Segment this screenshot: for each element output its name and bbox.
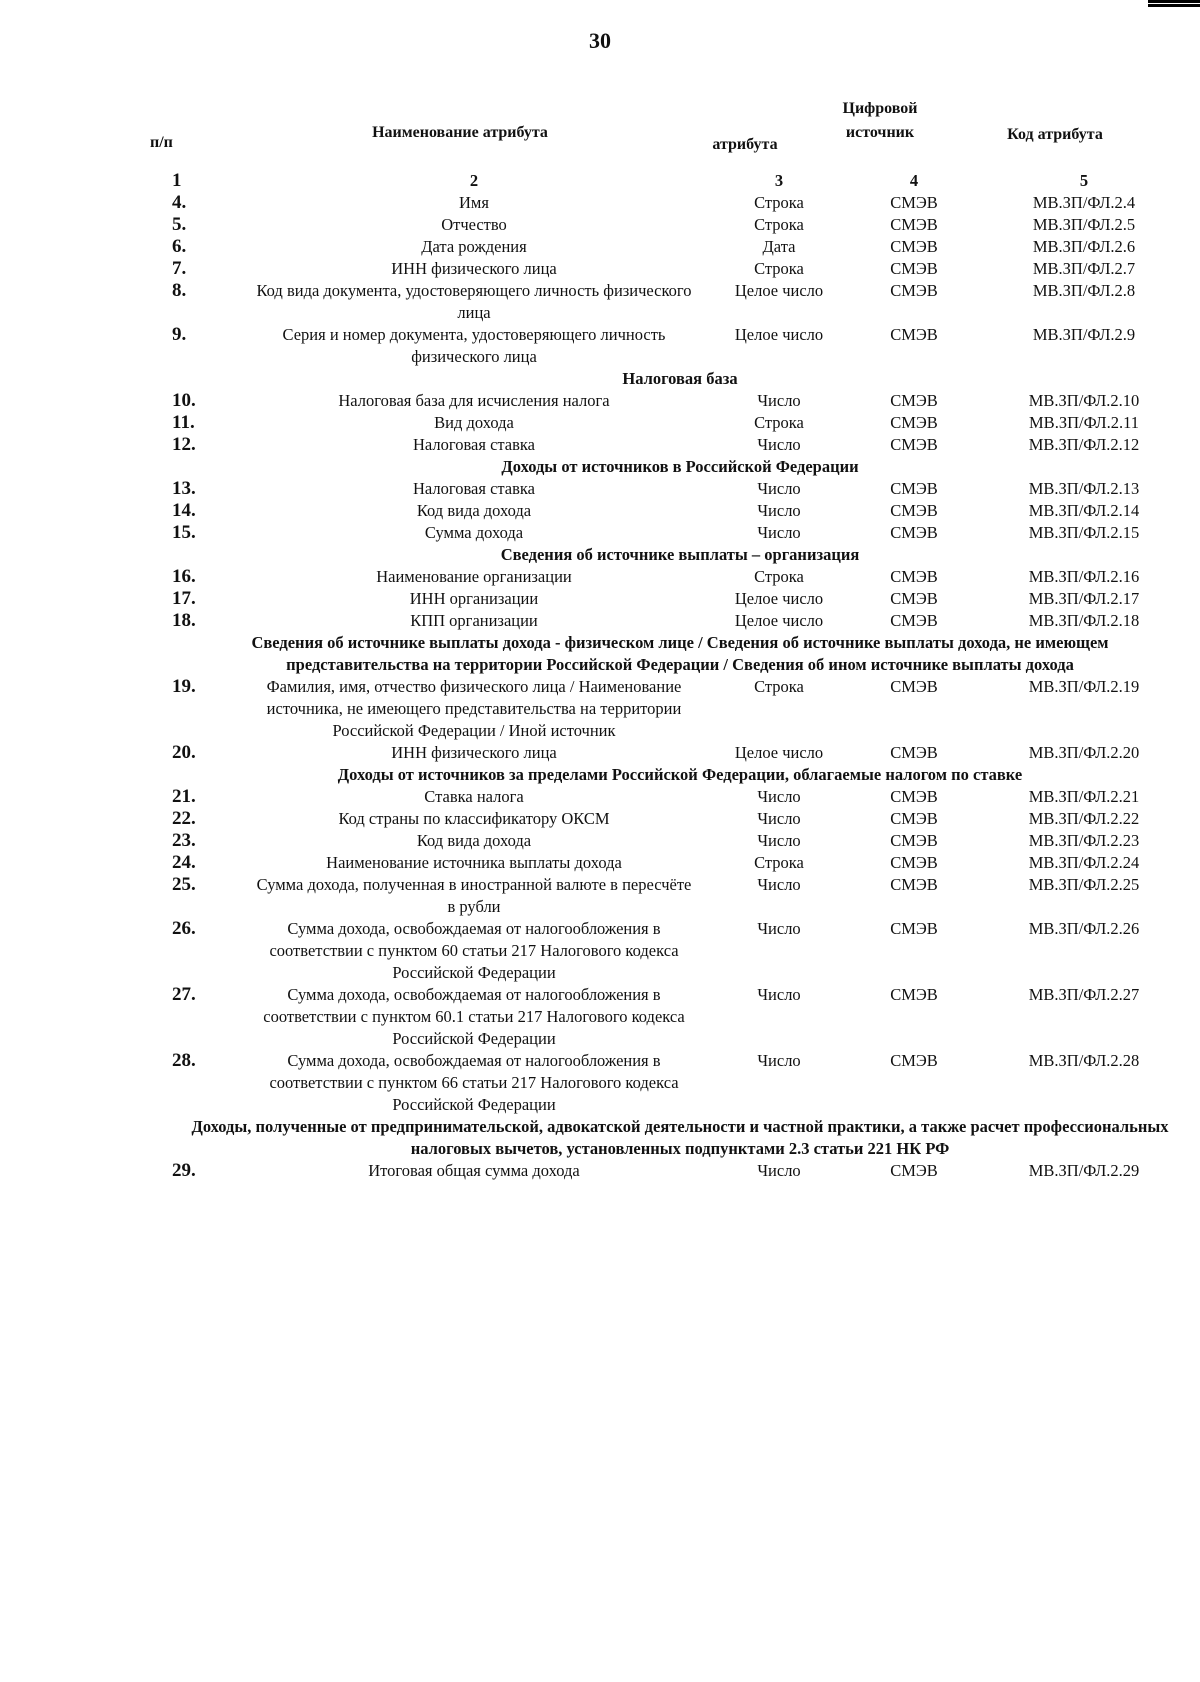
attribute-name: Сумма дохода, полученная в иностранной валюте в пересчёте в рубли	[256, 875, 692, 916]
table-row	[0, 830, 1200, 852]
section-heading: Налоговая база	[622, 369, 738, 388]
attribute-type: Строка	[754, 853, 804, 872]
colnum-5: 5	[1079, 171, 1089, 190]
attribute-type: Строка	[754, 677, 804, 696]
table-row	[0, 918, 1200, 984]
attribute-type: Целое число	[734, 611, 824, 630]
attribute-source: СМЭВ	[890, 567, 938, 586]
attribute-name: Ставка налога	[424, 787, 524, 806]
attribute-code: МВ.ЗП/ФЛ.2.5	[1032, 215, 1136, 234]
attribute-type: Строка	[754, 567, 804, 586]
section-heading: Доходы, полученные от предпринимательской, адвокатской деятельности и частной практики, а также расчет профессиональных налоговых вычетов, установленных подпунктами 2.3 статьи 221 НК РФ	[191, 1117, 1169, 1158]
attribute-type: Число	[757, 1161, 801, 1180]
row-number: 14.	[172, 500, 196, 521]
row-number: 5.	[172, 214, 187, 235]
attribute-source: СМЭВ	[890, 193, 938, 212]
attribute-source: СМЭВ	[890, 435, 938, 454]
attribute-code: МВ.ЗП/ФЛ.2.15	[1028, 523, 1140, 542]
row-number: 28.	[172, 1050, 196, 1071]
row-number: 12.	[172, 434, 196, 455]
table-row	[0, 808, 1200, 830]
section-heading: Сведения об источнике выплаты – организация	[500, 545, 860, 564]
attribute-code: МВ.ЗП/ФЛ.2.16	[1028, 567, 1140, 586]
attribute-name: ИНН физического лица	[391, 259, 557, 278]
table-row	[0, 588, 1200, 610]
row-number: 9.	[172, 324, 187, 345]
attribute-code: МВ.ЗП/ФЛ.2.13	[1028, 479, 1140, 498]
attribute-name: Наименование источника выплаты дохода	[326, 853, 622, 872]
attribute-source: СМЭВ	[890, 501, 938, 520]
attribute-source: СМЭВ	[890, 787, 938, 806]
attribute-type: Число	[757, 1051, 801, 1070]
row-number: 19.	[172, 676, 196, 697]
attribute-type: Число	[757, 479, 801, 498]
attribute-name: КПП организации	[410, 611, 538, 630]
attribute-code: МВ.ЗП/ФЛ.2.21	[1028, 787, 1140, 806]
table-row	[0, 478, 1200, 500]
colnum-1: 1	[172, 170, 182, 191]
table-row	[0, 192, 1200, 214]
attribute-name: Код вида дохода	[416, 831, 532, 850]
table-row	[0, 676, 1200, 742]
row-number: 23.	[172, 830, 196, 851]
attribute-code: МВ.ЗП/ФЛ.2.14	[1028, 501, 1140, 520]
attribute-type: Строка	[754, 215, 804, 234]
header-code: Код атрибута	[1007, 126, 1103, 143]
attribute-code: МВ.ЗП/ФЛ.2.25	[1028, 875, 1140, 894]
colnum-3: 3	[774, 171, 784, 190]
attribute-name: Налоговая ставка	[412, 435, 536, 454]
attribute-source: СМЭВ	[890, 413, 938, 432]
attribute-source: СМЭВ	[890, 743, 938, 762]
attribute-code: МВ.ЗП/ФЛ.2.4	[1032, 193, 1136, 212]
attribute-name: Налоговая ставка	[412, 479, 536, 498]
row-number: 18.	[172, 610, 196, 631]
header-source: Цифровой источник	[842, 100, 918, 141]
section-heading: Сведения об источнике выплаты дохода - физическом лице / Сведения об источнике выплаты дохода, не имеющем представительства на территории Российской Федерации / Сведения об ином источнике выплаты дохода	[251, 633, 1109, 674]
table-row	[0, 874, 1200, 918]
attribute-name: Код вида дохода	[416, 501, 532, 520]
row-number: 11.	[172, 412, 195, 433]
header-name: Наименование атрибута	[372, 124, 548, 141]
attribute-type: Целое число	[734, 589, 824, 608]
attribute-table	[0, 170, 1200, 1182]
row-number: 26.	[172, 918, 196, 939]
attribute-source: СМЭВ	[890, 809, 938, 828]
attribute-type: Число	[757, 809, 801, 828]
attribute-name: Сумма дохода	[424, 523, 524, 542]
row-number: 6.	[172, 236, 187, 257]
page-number: 30	[589, 28, 611, 53]
attribute-code: МВ.ЗП/ФЛ.2.10	[1028, 391, 1140, 410]
attribute-source: СМЭВ	[890, 853, 938, 872]
attribute-code: МВ.ЗП/ФЛ.2.12	[1028, 435, 1140, 454]
attribute-name: ИНН физического лица	[391, 743, 557, 762]
table-row	[0, 1160, 1200, 1182]
table-row	[0, 324, 1200, 368]
row-number: 17.	[172, 588, 196, 609]
table-row	[0, 434, 1200, 456]
attribute-source: СМЭВ	[890, 523, 938, 542]
corner-scan-mark	[1148, 0, 1200, 7]
row-number: 13.	[172, 478, 196, 499]
row-number: 25.	[172, 874, 196, 895]
attribute-type: Целое число	[734, 325, 824, 344]
attribute-name: Итоговая общая сумма дохода	[368, 1161, 580, 1180]
row-number: 8.	[172, 280, 187, 301]
attribute-code: МВ.ЗП/ФЛ.2.27	[1028, 985, 1140, 1004]
attribute-name: Отчество	[441, 215, 507, 234]
attribute-type: Число	[757, 501, 801, 520]
row-number: 7.	[172, 258, 187, 279]
attribute-code: МВ.ЗП/ФЛ.2.9	[1032, 325, 1136, 344]
table-row	[0, 852, 1200, 874]
attribute-name: Код вида документа, удостоверяющего личность физического лица	[256, 281, 692, 322]
section-heading: Доходы от источников за пределами Российской Федерации, облагаемые налогом по ставке	[337, 765, 1023, 784]
colnum-4: 4	[909, 171, 919, 190]
table-row	[0, 214, 1200, 236]
header-num: п/п	[150, 134, 173, 151]
row-number: 22.	[172, 808, 196, 829]
attribute-name: Сумма дохода, освобождаемая от налогообложения в соответствии с пунктом 60.1 статьи 217 Налогового кодекса Российской Федерации	[263, 985, 685, 1048]
attribute-source: СМЭВ	[890, 215, 938, 234]
attribute-source: СМЭВ	[890, 325, 938, 344]
attribute-source: СМЭВ	[890, 875, 938, 894]
row-number: 4.	[172, 192, 187, 213]
attribute-code: МВ.ЗП/ФЛ.2.23	[1028, 831, 1140, 850]
attribute-code: МВ.ЗП/ФЛ.2.28	[1028, 1051, 1140, 1070]
attribute-code: МВ.ЗП/ФЛ.2.7	[1032, 259, 1136, 278]
attribute-type: Строка	[754, 193, 804, 212]
row-number: 10.	[172, 390, 196, 411]
attribute-name: Вид дохода	[434, 413, 514, 432]
row-number: 21.	[172, 786, 196, 807]
attribute-name: Налоговая база для исчисления налога	[338, 391, 610, 410]
attribute-type: Целое число	[734, 743, 824, 762]
header-type: атрибута	[712, 136, 778, 153]
attribute-type: Число	[757, 391, 801, 410]
attribute-code: МВ.ЗП/ФЛ.2.17	[1028, 589, 1140, 608]
attribute-name: Фамилия, имя, отчество физического лица / Наименование источника, не имеющего представительства на территории Российской Федерации / Иной источник	[266, 677, 682, 740]
attribute-code: МВ.ЗП/ФЛ.2.19	[1028, 677, 1140, 696]
row-number: 24.	[172, 852, 196, 873]
row-number: 16.	[172, 566, 196, 587]
attribute-type: Строка	[754, 259, 804, 278]
attribute-type: Строка	[754, 413, 804, 432]
row-number: 20.	[172, 742, 196, 763]
attribute-name: Имя	[459, 193, 489, 212]
table-row	[0, 984, 1200, 1050]
attribute-type: Число	[757, 875, 801, 894]
attribute-type: Целое число	[734, 281, 824, 300]
attribute-code: МВ.ЗП/ФЛ.2.11	[1029, 413, 1139, 432]
table-row	[0, 1050, 1200, 1116]
attribute-source: СМЭВ	[890, 677, 938, 696]
attribute-source: СМЭВ	[890, 237, 938, 256]
attribute-type: Число	[757, 919, 801, 938]
table-row	[0, 610, 1200, 632]
attribute-type: Число	[757, 831, 801, 850]
table-row	[0, 522, 1200, 544]
attribute-name: Серия и номер документа, удостоверяющего личность физического лица	[282, 325, 666, 366]
table-row	[0, 566, 1200, 588]
attribute-name: Код страны по классификатору ОКСМ	[338, 809, 610, 828]
table-row	[0, 786, 1200, 808]
attribute-source: СМЭВ	[890, 919, 938, 938]
attribute-type: Число	[757, 435, 801, 454]
attribute-name: Наименование организации	[376, 567, 572, 586]
attribute-name: Сумма дохода, освобождаемая от налогообложения в соответствии с пунктом 66 статьи 217 Налогового кодекса Российской Федерации	[269, 1051, 679, 1114]
table-row	[0, 742, 1200, 764]
column-numbers-row	[0, 170, 1200, 192]
attribute-type: Число	[757, 985, 801, 1004]
table-row	[0, 500, 1200, 522]
attribute-name: Дата рождения	[421, 237, 527, 256]
attribute-name: Сумма дохода, освобождаемая от налогообложения в соответствии с пунктом 60 статьи 217 Налогового кодекса Российской Федерации	[269, 919, 679, 982]
attribute-source: СМЭВ	[890, 259, 938, 278]
attribute-type: Число	[757, 523, 801, 542]
row-number: 29.	[172, 1160, 196, 1181]
table-row	[0, 258, 1200, 280]
table-row	[0, 390, 1200, 412]
row-number: 27.	[172, 984, 196, 1005]
row-number: 15.	[172, 522, 196, 543]
attribute-source: СМЭВ	[890, 391, 938, 410]
attribute-source: СМЭВ	[890, 479, 938, 498]
colnum-2: 2	[469, 171, 479, 190]
attribute-source: СМЭВ	[890, 589, 938, 608]
attribute-type: Число	[757, 787, 801, 806]
attribute-code: МВ.ЗП/ФЛ.2.8	[1032, 281, 1136, 300]
attribute-source: СМЭВ	[890, 611, 938, 630]
attribute-code: МВ.ЗП/ФЛ.2.29	[1028, 1161, 1140, 1180]
table-row	[0, 236, 1200, 258]
table-row	[0, 280, 1200, 324]
attribute-code: МВ.ЗП/ФЛ.2.26	[1028, 919, 1140, 938]
attribute-code: МВ.ЗП/ФЛ.2.24	[1028, 853, 1140, 872]
attribute-source: СМЭВ	[890, 985, 938, 1004]
attribute-name: ИНН организации	[409, 589, 539, 608]
attribute-source: СМЭВ	[890, 281, 938, 300]
attribute-code: МВ.ЗП/ФЛ.2.6	[1032, 237, 1136, 256]
attribute-source: СМЭВ	[890, 1051, 938, 1070]
attribute-source: СМЭВ	[890, 1161, 938, 1180]
attribute-type: Дата	[762, 237, 796, 256]
attribute-source: СМЭВ	[890, 831, 938, 850]
attribute-code: МВ.ЗП/ФЛ.2.18	[1028, 611, 1140, 630]
attribute-code: МВ.ЗП/ФЛ.2.22	[1028, 809, 1140, 828]
table-row	[0, 412, 1200, 434]
attribute-code: МВ.ЗП/ФЛ.2.20	[1028, 743, 1140, 762]
section-heading: Доходы от источников в Российской Федерации	[501, 457, 859, 476]
